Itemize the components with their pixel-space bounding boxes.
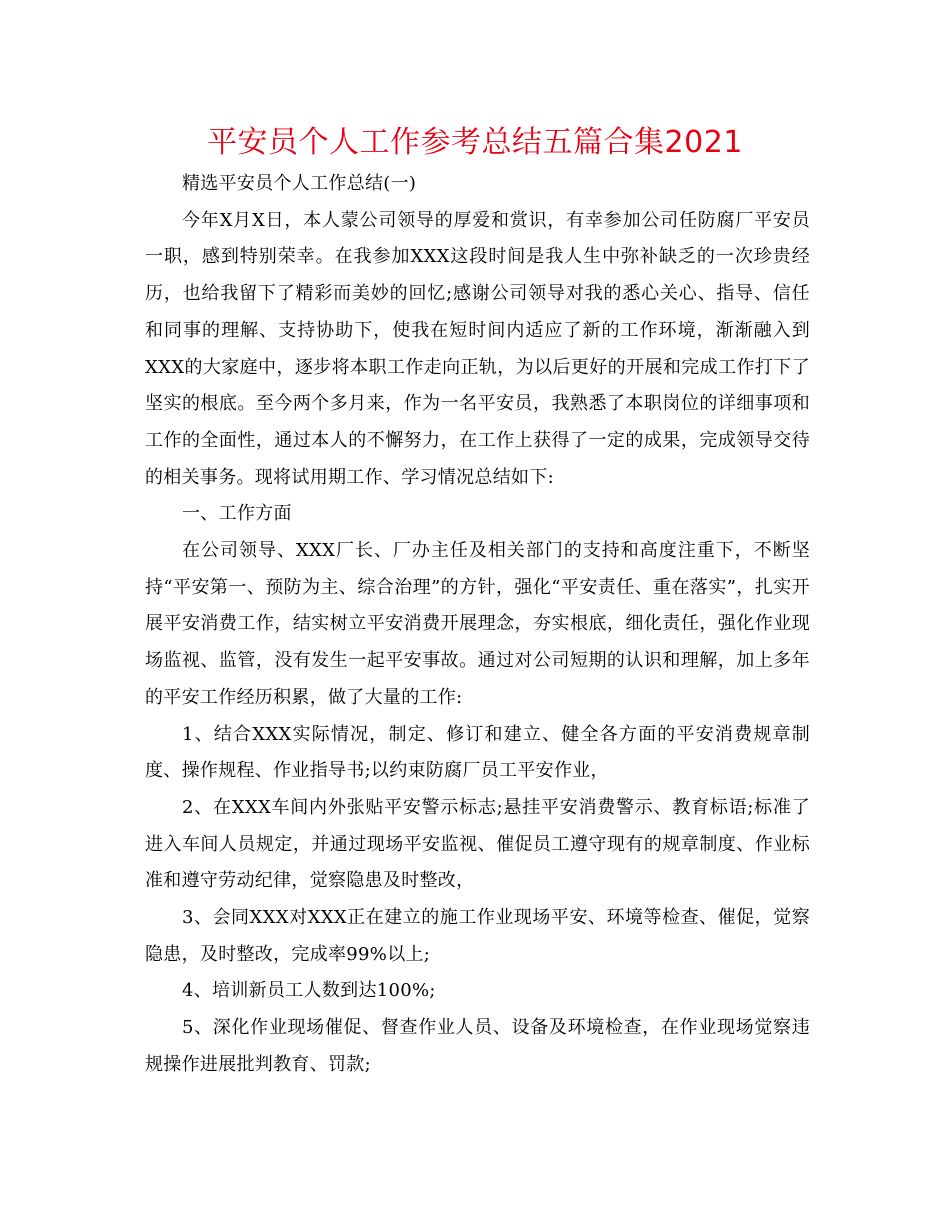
- list-item: 3、会同XXX对XXX正在建立的施工作业现场平安、环境等检查、催促，觉察隐患，及时整改，完成率99%以上;: [145, 907, 810, 965]
- document-title: 平安员个人工作参考总结五篇合集2021: [207, 125, 743, 160]
- list-item: 4、培训新员工人数到达100%;: [182, 980, 436, 1002]
- list-item: 2、在XXX车间内外张贴平安警示标志;悬挂平安消费警示、教育标语;标准了进入车间人员规定，并通过现场平安监视、催促员工遵守现有的规章制度、作业标准和遵守劳动纪律，觉察隐患及时整改，: [145, 796, 810, 892]
- paragraph: 在公司领导、XXX厂长、厂办主任及相关部门的支持和高度注重下，不断坚持“平安第一、预防为主、综合治理”的方针，强化“平安责任、重在落实”，扎实开展平安消费工作，结实树立平安消费开展理念，夯实根底，细化责任，强化作业现场监视、监管，没有发生一起平安事故。通过对公司短期的认识和理解，加上多年的平安工作经历积累，做了大量的工作:: [145, 540, 810, 708]
- document-body: [145, 166, 810, 1084]
- list-item: 1、结合XXX实际情况，制定、修订和建立、健全各方面的平安消费规章制度、操作规程、作业指导书;以约束防腐厂员工平安作业，: [145, 723, 810, 782]
- section-heading: 一、工作方面: [182, 503, 292, 525]
- list-item: 5、深化作业现场催促、督查作业人员、设备及环境检查，在作业现场觉察违规操作进展批判教育、罚款;: [145, 1017, 810, 1075]
- section-heading: 精选平安员个人工作总结(一): [182, 173, 417, 194]
- paragraph: 今年X月X日，本人蒙公司领导的厚爱和赏识，有幸参加公司任防腐厂平安员一职，感到特别荣幸。在我参加XXX这段时间是我人生中弥补缺乏的一次珍贵经历，也给我留下了精彩而美妙的回忆;感谢公司领导对我的悉心关心、指导、信任和同事的理解、支持协助下，使我在短时间内适应了新的工作环境，渐渐融入到XXX的大家庭中，逐步将本职工作走向正轨，为以后更好的开展和完成工作打下了坚实的根底。至今两个多月来，作为一名平安员，我熟悉了本职岗位的详细事项和工作的全面性，通过本人的不懈努力，在工作上获得了一定的成果，完成领导交待的相关事务。现将试用期工作、学习情况总结如下:: [145, 209, 810, 488]
